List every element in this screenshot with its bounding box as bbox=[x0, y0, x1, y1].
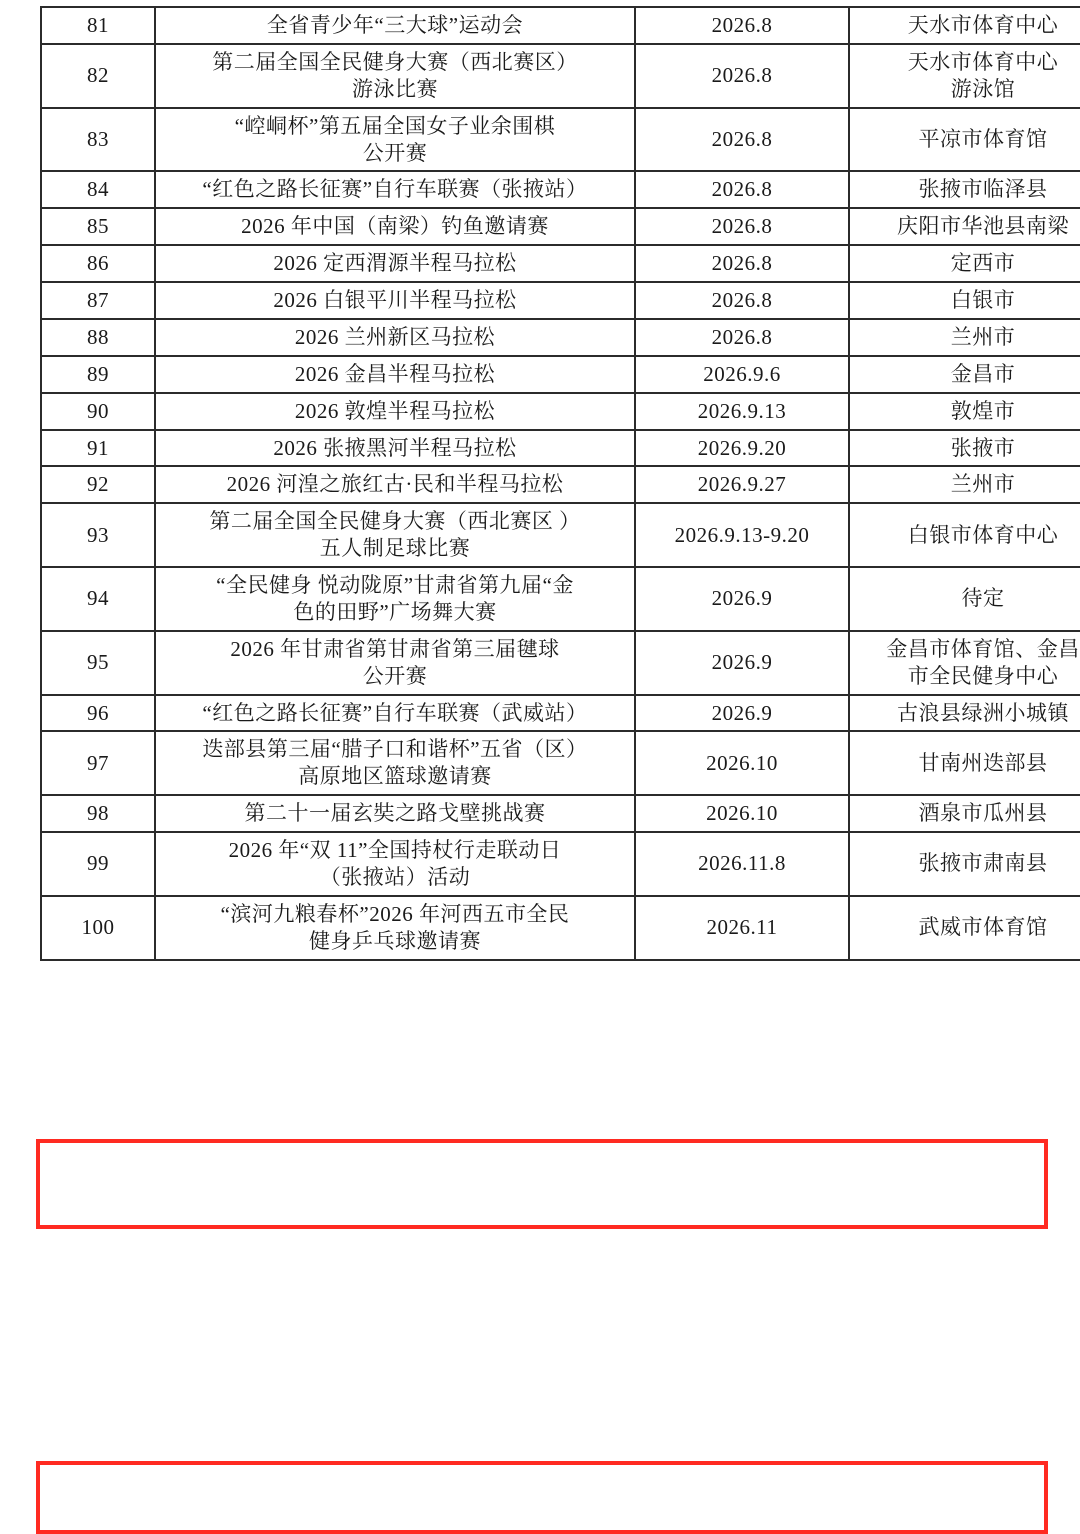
row-date: 2026.11.8 bbox=[635, 832, 849, 896]
place-line: 天水市体育中心 bbox=[907, 13, 1059, 37]
row-event-name bbox=[155, 393, 635, 430]
table-row bbox=[41, 631, 1080, 695]
row-event-name bbox=[155, 356, 635, 393]
event-name-line: （张掖站）活动 bbox=[319, 864, 471, 889]
row-place bbox=[849, 631, 1080, 695]
row-date: 2026.8 bbox=[635, 44, 849, 108]
row-event-name bbox=[155, 208, 635, 245]
row-number: 99 bbox=[41, 832, 155, 896]
row-event-name bbox=[155, 695, 635, 732]
row-number: 86 bbox=[41, 245, 155, 282]
table-row bbox=[41, 430, 1080, 467]
place-line: 兰州市 bbox=[950, 324, 1016, 349]
row-number: 92 bbox=[41, 466, 155, 503]
row-event-name bbox=[155, 7, 635, 44]
event-name-line: 色的田野”广场舞大赛 bbox=[293, 599, 497, 624]
row-place bbox=[849, 795, 1080, 832]
row-place bbox=[849, 731, 1080, 795]
highlight-box-row-100 bbox=[36, 1461, 1048, 1534]
row-place bbox=[849, 108, 1080, 172]
event-name-line: 2026 张掖黑河半程马拉松 bbox=[273, 435, 517, 460]
row-event-name bbox=[155, 44, 635, 108]
row-event-name bbox=[155, 631, 635, 695]
row-place bbox=[849, 44, 1080, 108]
place-line: 酒泉市瓜州县 bbox=[918, 801, 1048, 826]
place-line: 平凉市体育馆 bbox=[918, 127, 1048, 152]
row-date: 2026.9 bbox=[635, 695, 849, 732]
row-date: 2026.10 bbox=[635, 731, 849, 795]
event-name-line: 2026 年甘肃省第甘肃省第三届毽球 bbox=[230, 636, 560, 661]
table-row bbox=[41, 795, 1080, 832]
place-line: 市全民健身中心 bbox=[907, 663, 1059, 688]
row-place bbox=[849, 466, 1080, 503]
row-date: 2026.8 bbox=[635, 7, 849, 44]
table-row bbox=[41, 245, 1080, 282]
row-event-name bbox=[155, 896, 635, 960]
row-date: 2026.9.13 bbox=[635, 393, 849, 430]
row-place bbox=[849, 208, 1080, 245]
row-event-name bbox=[155, 245, 635, 282]
row-place bbox=[849, 245, 1080, 282]
row-number: 88 bbox=[41, 319, 155, 356]
event-name-line: 第二十一届玄奘之路戈壁挑战赛 bbox=[244, 801, 546, 826]
table-row bbox=[41, 171, 1080, 208]
row-number: 98 bbox=[41, 795, 155, 832]
table-row bbox=[41, 832, 1080, 896]
row-event-name bbox=[155, 466, 635, 503]
row-place bbox=[849, 319, 1080, 356]
row-event-name bbox=[155, 503, 635, 567]
row-event-name bbox=[155, 108, 635, 172]
row-event-name bbox=[155, 832, 635, 896]
row-date: 2026.9.20 bbox=[635, 430, 849, 467]
row-date: 2026.8 bbox=[635, 319, 849, 356]
row-number: 83 bbox=[41, 108, 155, 172]
row-place bbox=[849, 832, 1080, 896]
row-number: 94 bbox=[41, 567, 155, 631]
event-name-line: 五人制足球比赛 bbox=[319, 536, 471, 561]
row-date: 2026.8 bbox=[635, 282, 849, 319]
row-date: 2026.10 bbox=[635, 795, 849, 832]
row-place bbox=[849, 356, 1080, 393]
event-name-line: 游泳比赛 bbox=[352, 76, 438, 101]
event-name-line: 2026 年中国（南梁）钓鱼邀请赛 bbox=[241, 214, 549, 239]
event-name-line: 迭部县第三届“腊子口和谐杯”五省（区） bbox=[202, 737, 588, 762]
table-row bbox=[41, 282, 1080, 319]
row-place bbox=[849, 695, 1080, 732]
event-name-line: 2026 敦煌半程马拉松 bbox=[294, 398, 496, 423]
place-line: 张掖市临泽县 bbox=[918, 177, 1048, 202]
row-number: 85 bbox=[41, 208, 155, 245]
event-name-line: 2026 白银平川半程马拉松 bbox=[273, 288, 517, 312]
row-place bbox=[849, 896, 1080, 960]
row-date: 2026.9.6 bbox=[635, 356, 849, 393]
row-number: 84 bbox=[41, 171, 155, 208]
event-name-line: “红色之路长征赛”自行车联赛（武威站） bbox=[202, 700, 588, 725]
table-row-highlighted bbox=[41, 896, 1080, 960]
place-line: 天水市体育中心 bbox=[907, 49, 1059, 74]
place-line: 张掖市 bbox=[950, 435, 1016, 460]
row-number: 100 bbox=[41, 896, 155, 960]
document-page bbox=[0, 6, 1080, 1534]
table-row bbox=[41, 731, 1080, 795]
place-line: 待定 bbox=[961, 586, 1005, 611]
place-line: 白银市体育中心 bbox=[907, 522, 1059, 547]
table-row bbox=[41, 7, 1080, 44]
row-date: 2026.9 bbox=[635, 567, 849, 631]
row-place bbox=[849, 567, 1080, 631]
place-line: 敦煌市 bbox=[950, 398, 1016, 423]
event-name-line: 高原地区篮球邀请赛 bbox=[298, 764, 492, 789]
event-name-line: 2026 定西渭源半程马拉松 bbox=[273, 251, 517, 276]
place-line: 武威市体育馆 bbox=[918, 915, 1048, 940]
row-event-name bbox=[155, 282, 635, 319]
row-place bbox=[849, 393, 1080, 430]
events-table bbox=[40, 6, 1080, 961]
row-number: 82 bbox=[41, 44, 155, 108]
row-number: 89 bbox=[41, 356, 155, 393]
table-row-highlighted bbox=[41, 695, 1080, 732]
event-name-line: 健身乒乓球邀请赛 bbox=[309, 928, 481, 953]
row-number: 93 bbox=[41, 503, 155, 567]
row-place bbox=[849, 503, 1080, 567]
row-date: 2026.9 bbox=[635, 631, 849, 695]
event-name-line: 第二届全国全民健身大赛（西北赛区 ） bbox=[209, 509, 581, 534]
place-line: 定西市 bbox=[950, 251, 1016, 276]
table-row bbox=[41, 567, 1080, 631]
table-row bbox=[41, 108, 1080, 172]
table-row bbox=[41, 44, 1080, 108]
row-number: 95 bbox=[41, 631, 155, 695]
event-name-line: 2026 兰州新区马拉松 bbox=[294, 324, 496, 349]
event-name-line: 公开赛 bbox=[362, 140, 428, 165]
row-event-name bbox=[155, 795, 635, 832]
row-date: 2026.8 bbox=[635, 208, 849, 245]
row-event-name bbox=[155, 430, 635, 467]
table-row bbox=[41, 208, 1080, 245]
event-name-line: 第二届全国全民健身大赛（西北赛区） bbox=[212, 49, 578, 74]
event-name-line: “全民健身 悦动陇原”甘肃省第九届“金 bbox=[216, 573, 574, 597]
row-event-name bbox=[155, 171, 635, 208]
row-place bbox=[849, 282, 1080, 319]
row-date: 2026.8 bbox=[635, 171, 849, 208]
table-row bbox=[41, 466, 1080, 503]
row-number: 97 bbox=[41, 731, 155, 795]
place-line: 甘南州迭部县 bbox=[918, 750, 1048, 775]
row-date: 2026.9.27 bbox=[635, 466, 849, 503]
event-name-line: “滨河九粮春杯”2026 年河西五市全民 bbox=[220, 901, 570, 926]
events-table-body bbox=[41, 7, 1080, 960]
row-date: 2026.9.13-9.20 bbox=[635, 503, 849, 567]
highlight-box-row-96 bbox=[36, 1139, 1048, 1229]
place-line: 庆阳市华池县南梁 bbox=[897, 214, 1069, 239]
row-event-name bbox=[155, 731, 635, 795]
event-name-line: 2026 年“双 11”全国持杖行走联动日 bbox=[228, 838, 562, 862]
row-place bbox=[849, 7, 1080, 44]
table-row bbox=[41, 503, 1080, 567]
place-line: 金昌市 bbox=[950, 361, 1016, 386]
row-number: 91 bbox=[41, 430, 155, 467]
row-number: 81 bbox=[41, 7, 155, 44]
row-place bbox=[849, 430, 1080, 467]
table-row bbox=[41, 319, 1080, 356]
place-line: 游泳馆 bbox=[950, 76, 1016, 101]
row-date: 2026.11 bbox=[635, 896, 849, 960]
event-name-line: 2026 河湟之旅红古·民和半程马拉松 bbox=[226, 472, 564, 497]
row-number: 90 bbox=[41, 393, 155, 430]
place-line: 古浪县绿洲小城镇 bbox=[897, 700, 1069, 725]
place-line: 金昌市体育馆、金昌 bbox=[886, 636, 1080, 661]
place-line: 张掖市肃南县 bbox=[918, 851, 1048, 876]
row-event-name bbox=[155, 567, 635, 631]
row-place bbox=[849, 171, 1080, 208]
event-name-line: 全省青少年“三大球”运动会 bbox=[266, 13, 524, 37]
event-name-line: “崆峒杯”第五届全国女子业余围棋 bbox=[234, 113, 556, 138]
row-event-name bbox=[155, 319, 635, 356]
table-row bbox=[41, 356, 1080, 393]
place-line: 白银市 bbox=[950, 288, 1016, 312]
row-date: 2026.8 bbox=[635, 245, 849, 282]
table-row bbox=[41, 393, 1080, 430]
event-name-line: “红色之路长征赛”自行车联赛（张掖站） bbox=[202, 177, 588, 202]
event-name-line: 2026 金昌半程马拉松 bbox=[294, 361, 496, 386]
row-date: 2026.8 bbox=[635, 108, 849, 172]
place-line: 兰州市 bbox=[950, 472, 1016, 497]
row-number: 96 bbox=[41, 695, 155, 732]
row-number: 87 bbox=[41, 282, 155, 319]
event-name-line: 公开赛 bbox=[362, 663, 428, 688]
